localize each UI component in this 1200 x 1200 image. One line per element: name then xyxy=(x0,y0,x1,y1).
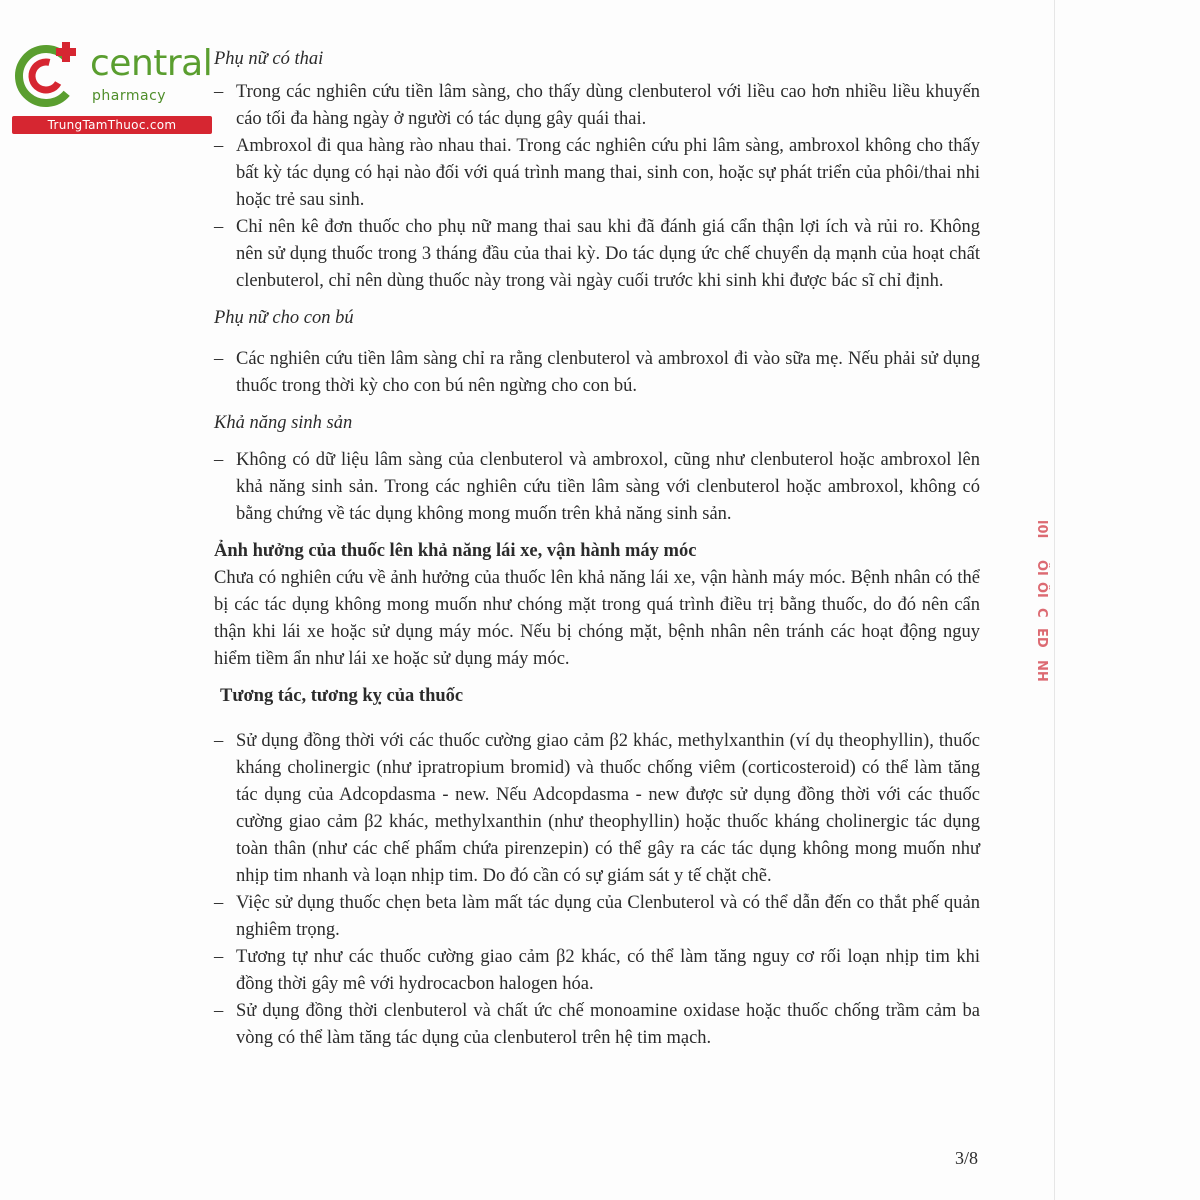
logo-site-text: TrungTamThuoc.com xyxy=(12,116,212,134)
list-item: – Việc sử dụng thuốc chẹn beta làm mất tác dụng của Clenbuterol và có thể dẫn đến co thắt phế quản nghiêm trọng. xyxy=(214,890,980,944)
list-interactions xyxy=(214,728,980,1052)
stamp-text: ÔI xyxy=(1034,560,1049,576)
heading-fertility: Khả năng sinh sản xyxy=(214,413,353,433)
heading-driving: Ảnh hưởng của thuốc lên khả năng lái xe, vận hành máy móc xyxy=(214,541,697,561)
heading-pregnant: Phụ nữ có thai xyxy=(214,49,324,69)
stamp-text: ED xyxy=(1034,628,1049,648)
list-item: – Chỉ nên kê đơn thuốc cho phụ nữ mang thai sau khi đã đánh giá cẩn thận lợi ích và rủi ro. Không nên sử dụng thuốc trong 3 tháng đầu của thai kỳ. Do tác dụng ức chế chuyển dạ mạnh của hoạt chất clenbuterol, chỉ nên dùng thuốc này trong vài ngày cuối trước khi sinh khi được bác sĩ chỉ định. xyxy=(214,214,980,295)
list-item: – Sử dụng đồng thời clenbuterol và chất ức chế monoamine oxidase hoặc thuốc chống trầm cảm ba vòng có thể làm tăng tác dụng của clenbuterol trên hệ tim mạch. xyxy=(214,998,980,1052)
logo-mark-icon xyxy=(12,40,84,112)
list-breastfeeding xyxy=(214,346,980,400)
list-item: – Tương tự như các thuốc cường giao cảm β2 khác, có thể làm tăng nguy cơ rối loạn nhịp tim khi đồng thời gây mê với hydrocacbon halogen hóa. xyxy=(214,944,980,998)
list-pregnant xyxy=(214,79,980,295)
stamp-text: C xyxy=(1034,608,1049,618)
stamp-fragment xyxy=(1030,520,1060,710)
list-fertility xyxy=(214,447,980,528)
stamp-text: ÔI xyxy=(1034,582,1049,598)
pharmacy-logo[interactable] xyxy=(8,38,218,138)
heading-breastfeeding: Phụ nữ cho con bú xyxy=(214,308,354,328)
list-item: – Sử dụng đồng thời với các thuốc cường giao cảm β2 khác, methylxanthin (ví dụ theophyllin), thuốc kháng cholinergic (như ipratropium bromid) và thuốc chống viêm (corticosteroid) có thể làm tăng tác dụng của Adcopdasma - new. Nếu Adcopdasma - new được sử dụng đồng thời với các thuốc cường giao cảm β2 khác, methylxanthin (như theophyllin) hoặc thuốc kháng cholinergic tác dụng toàn thân (như các chế phẩm chứa pirenzepin) có thể gây ra các tác dụng không mong muốn như nhịp tim nhanh và loạn nhịp tim. Do đó cần có sự giám sát y tế chặt chẽ. xyxy=(214,728,980,890)
list-item: – Trong các nghiên cứu tiền lâm sàng, cho thấy dùng clenbuterol với liều cao hơn nhiều liều khuyến cáo tối đa hàng ngày ở người có tác dụng gây quái thai. xyxy=(214,79,980,133)
stamp-text: l0I xyxy=(1034,520,1049,539)
logo-sub-text: pharmacy xyxy=(92,88,167,104)
logo-brand-text: central xyxy=(90,43,213,84)
paragraph-driving: Chưa có nghiên cứu về ảnh hưởng của thuốc lên khả năng lái xe, vận hành máy móc. Bệnh nhân có thể bị các tác dụng không mong muốn như chóng mặt trong quá trình điều trị bằng thuốc, do đó nên cẩn thận khi lái xe hoặc sử dụng máy móc. Nếu bị chóng mặt, bệnh nhân nên tránh các hoạt động nguy hiểm tiềm ẩn như lái xe hoặc sử dụng máy móc. xyxy=(214,568,980,669)
stamp-text: NH xyxy=(1034,660,1049,682)
document-content xyxy=(214,46,980,1062)
list-item: – Không có dữ liệu lâm sàng của clenbuterol và ambroxol, cũng như clenbuterol hoặc ambroxol lên khả năng sinh sản. Trong các nghiên cứu tiền lâm sàng với clenbuterol hoặc ambroxol, không có bằng chứng về tác dụng không mong muốn trên khả năng sinh sản. xyxy=(214,447,980,528)
list-item: – Các nghiên cứu tiền lâm sàng chỉ ra rằng clenbuterol và ambroxol đi vào sữa mẹ. Nếu phải sử dụng thuốc trong thời kỳ cho con bú nên ngừng cho con bú. xyxy=(214,346,980,400)
page-number: 3/8 xyxy=(955,1148,979,1168)
list-item: – Ambroxol đi qua hàng rào nhau thai. Trong các nghiên cứu phi lâm sàng, ambroxol không cho thấy bất kỳ tác dụng có hại nào đối với quá trình mang thai, sinh con, hoặc sự phát triển của phôi/thai nhi hoặc trẻ sau sinh. xyxy=(214,133,980,214)
heading-interactions: Tương tác, tương kỵ của thuốc xyxy=(220,686,464,706)
